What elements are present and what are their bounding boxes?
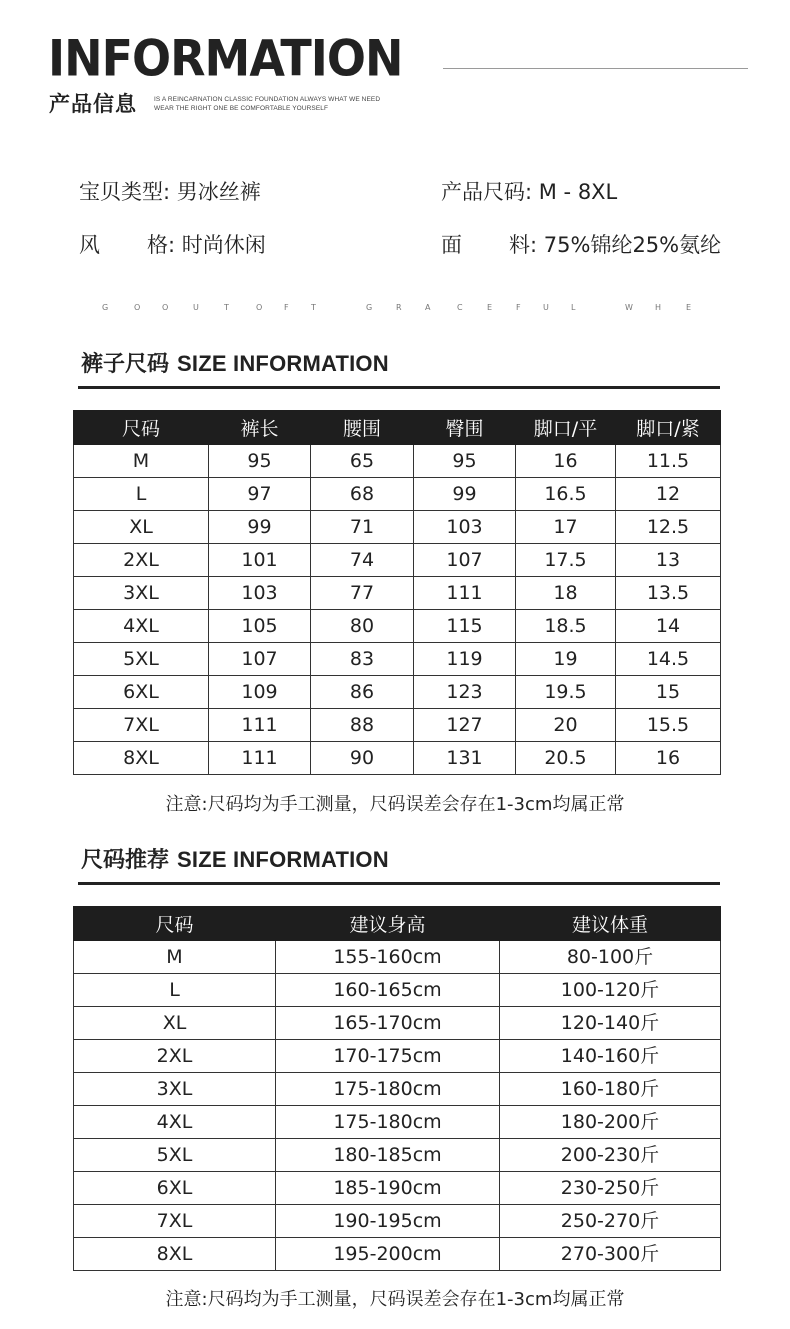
column-header: 裤长: [209, 411, 311, 445]
decor-letter: L: [571, 303, 576, 312]
table-cell: 103: [414, 511, 516, 544]
table-cell: 230-250斤: [500, 1172, 721, 1205]
decor-letter: O: [162, 303, 169, 312]
table-cell: 5XL: [74, 643, 209, 676]
recommend-table: [73, 906, 721, 1271]
table-cell: 7XL: [74, 1205, 276, 1238]
table-row: [74, 941, 721, 974]
table-cell: 3XL: [74, 1073, 276, 1106]
table-cell: 12: [616, 478, 721, 511]
product-material-label-b: 料:: [509, 233, 538, 257]
table-cell: 16: [616, 742, 721, 775]
product-size-range: [441, 178, 617, 206]
table-cell: 103: [209, 577, 311, 610]
table-cell: 200-230斤: [500, 1139, 721, 1172]
table-cell: 175-180cm: [276, 1106, 500, 1139]
decor-letter: H: [655, 303, 662, 312]
table-cell: 15: [616, 676, 721, 709]
table-cell: 97: [209, 478, 311, 511]
product-style-label-a: 风: [79, 233, 100, 257]
table-cell: 109: [209, 676, 311, 709]
table-row: [74, 1205, 721, 1238]
table-cell: 111: [414, 577, 516, 610]
decor-letter: C: [457, 303, 463, 312]
table-row: [74, 1040, 721, 1073]
table-cell: 14.5: [616, 643, 721, 676]
table-row: [74, 610, 721, 643]
product-type-label: 宝贝类型:: [79, 180, 171, 204]
table-cell: 180-185cm: [276, 1139, 500, 1172]
size-table-title-cn: 裤子尺码: [81, 352, 170, 377]
product-style-label-b: 格:: [147, 233, 176, 257]
column-header: 尺码: [74, 411, 209, 445]
product-material: [441, 231, 721, 259]
table-cell: 13: [616, 544, 721, 577]
size-table-header-row: [74, 411, 721, 445]
table-row: [74, 1007, 721, 1040]
table-row: [74, 445, 721, 478]
table-cell: M: [74, 941, 276, 974]
table-cell: 20.5: [516, 742, 616, 775]
table-row: [74, 742, 721, 775]
table-row: [74, 1106, 721, 1139]
table-cell: 6XL: [74, 1172, 276, 1205]
table-cell: 68: [311, 478, 414, 511]
table-cell: 77: [311, 577, 414, 610]
table-cell: 2XL: [74, 544, 209, 577]
table-row: [74, 544, 721, 577]
table-cell: 17: [516, 511, 616, 544]
decor-letter: G: [366, 303, 373, 312]
table-row: [74, 1238, 721, 1271]
table-cell: 16.5: [516, 478, 616, 511]
table-cell: 107: [209, 643, 311, 676]
column-header: 建议身高: [276, 907, 500, 941]
table-cell: 4XL: [74, 610, 209, 643]
table-cell: 120-140斤: [500, 1007, 721, 1040]
table-cell: 111: [209, 742, 311, 775]
table-cell: 160-180斤: [500, 1073, 721, 1106]
decor-letter: R: [396, 303, 402, 312]
decorative-spaced-text: [0, 302, 790, 316]
size-table-title: [81, 350, 389, 379]
table-cell: 165-170cm: [276, 1007, 500, 1040]
table-cell: 123: [414, 676, 516, 709]
recommend-table-header-row: [74, 907, 721, 941]
table-cell: 4XL: [74, 1106, 276, 1139]
table-cell: 90: [311, 742, 414, 775]
table-cell: 80: [311, 610, 414, 643]
table-cell: 71: [311, 511, 414, 544]
table-cell: 190-195cm: [276, 1205, 500, 1238]
decor-letter: E: [487, 303, 493, 312]
table-row: [74, 1073, 721, 1106]
table-cell: 8XL: [74, 1238, 276, 1271]
size-table-note: 注意:尺码均为手工测量，尺码误差会存在1-3cm均属正常: [165, 794, 625, 815]
table-cell: 80-100斤: [500, 941, 721, 974]
table-cell: 2XL: [74, 1040, 276, 1073]
table-cell: 14: [616, 610, 721, 643]
table-cell: XL: [74, 511, 209, 544]
decor-letter: A: [425, 303, 431, 312]
decor-letter: E: [686, 303, 692, 312]
decor-letter: U: [543, 303, 549, 312]
table-cell: 13.5: [616, 577, 721, 610]
table-cell: 111: [209, 709, 311, 742]
table-cell: 19.5: [516, 676, 616, 709]
table-row: [74, 1139, 721, 1172]
table-cell: 88: [311, 709, 414, 742]
table-cell: 175-180cm: [276, 1073, 500, 1106]
recommend-table-rule: [78, 882, 720, 885]
table-cell: 185-190cm: [276, 1172, 500, 1205]
table-cell: 270-300斤: [500, 1238, 721, 1271]
table-cell: 105: [209, 610, 311, 643]
table-cell: 170-175cm: [276, 1040, 500, 1073]
table-cell: 140-160斤: [500, 1040, 721, 1073]
table-cell: 65: [311, 445, 414, 478]
size-table-rule: [78, 386, 720, 389]
table-cell: L: [74, 974, 276, 1007]
table-cell: 20: [516, 709, 616, 742]
table-cell: 160-165cm: [276, 974, 500, 1007]
table-cell: 131: [414, 742, 516, 775]
decor-letter: T: [224, 303, 229, 312]
column-header: 建议体重: [500, 907, 721, 941]
table-cell: 16: [516, 445, 616, 478]
table-cell: 86: [311, 676, 414, 709]
table-cell: 3XL: [74, 577, 209, 610]
table-cell: 15.5: [616, 709, 721, 742]
table-cell: 17.5: [516, 544, 616, 577]
table-cell: 83: [311, 643, 414, 676]
table-cell: 119: [414, 643, 516, 676]
size-table: [73, 410, 721, 775]
column-header: 尺码: [74, 907, 276, 941]
table-row: [74, 511, 721, 544]
table-cell: 5XL: [74, 1139, 276, 1172]
decor-letter: G: [102, 303, 109, 312]
product-type-value: 男冰丝裤: [176, 180, 261, 204]
table-row: [74, 478, 721, 511]
table-cell: 100-120斤: [500, 974, 721, 1007]
decor-letter: T: [311, 303, 316, 312]
decor-letter: W: [625, 303, 633, 312]
table-cell: 8XL: [74, 742, 209, 775]
table-cell: M: [74, 445, 209, 478]
table-row: [74, 676, 721, 709]
recommend-table-note: 注意:尺码均为手工测量，尺码误差会存在1-3cm均属正常: [165, 1289, 625, 1310]
table-row: [74, 643, 721, 676]
table-cell: 95: [209, 445, 311, 478]
decor-letter: O: [256, 303, 263, 312]
brand-title: INFORMATION: [48, 28, 403, 88]
column-header: 脚口/平: [516, 411, 616, 445]
table-cell: 127: [414, 709, 516, 742]
table-cell: 7XL: [74, 709, 209, 742]
decor-letter: U: [193, 303, 199, 312]
table-cell: 99: [414, 478, 516, 511]
table-cell: 11.5: [616, 445, 721, 478]
table-cell: 18: [516, 577, 616, 610]
recommend-table-title-cn: 尺码推荐: [81, 848, 170, 873]
section-title-product-info: 产品信息: [49, 92, 137, 116]
decor-letter: O: [134, 303, 141, 312]
table-cell: XL: [74, 1007, 276, 1040]
column-header: 脚口/紧: [616, 411, 721, 445]
product-size-value: M - 8XL: [538, 180, 618, 204]
decor-letter: F: [284, 303, 289, 312]
table-cell: 95: [414, 445, 516, 478]
product-style-value: 时尚休闲: [181, 233, 266, 257]
tagline-line-1: IS A REINCARNATION CLASSIC FOUNDATION ALWAYS WHAT WE NEED: [154, 96, 381, 103]
recommend-table-title-en: SIZE INFORMATION: [177, 847, 389, 872]
table-row: [74, 974, 721, 1007]
decor-letter: F: [516, 303, 521, 312]
table-cell: 19: [516, 643, 616, 676]
tagline-line-2: WEAR THE RIGHT ONE BE COMFORTABLE YOURSELF: [154, 105, 329, 112]
column-header: 腰围: [311, 411, 414, 445]
table-row: [74, 1172, 721, 1205]
table-cell: 18.5: [516, 610, 616, 643]
table-cell: 101: [209, 544, 311, 577]
product-material-value: 75%锦纶25%氨纶: [543, 233, 722, 257]
table-cell: 155-160cm: [276, 941, 500, 974]
table-cell: 99: [209, 511, 311, 544]
table-cell: 195-200cm: [276, 1238, 500, 1271]
tagline: [154, 95, 380, 113]
table-cell: 115: [414, 610, 516, 643]
recommend-table-title: [81, 846, 389, 875]
table-cell: 74: [311, 544, 414, 577]
product-style: [79, 231, 266, 259]
size-table-title-en: SIZE INFORMATION: [177, 351, 389, 376]
header-divider: [443, 68, 748, 69]
table-cell: 107: [414, 544, 516, 577]
table-cell: L: [74, 478, 209, 511]
product-material-label-a: 面: [441, 233, 462, 257]
product-type: [79, 178, 261, 206]
table-row: [74, 577, 721, 610]
table-cell: 6XL: [74, 676, 209, 709]
table-row: [74, 709, 721, 742]
product-size-label: 产品尺码:: [441, 180, 533, 204]
table-cell: 250-270斤: [500, 1205, 721, 1238]
column-header: 臀围: [414, 411, 516, 445]
table-cell: 12.5: [616, 511, 721, 544]
table-cell: 180-200斤: [500, 1106, 721, 1139]
